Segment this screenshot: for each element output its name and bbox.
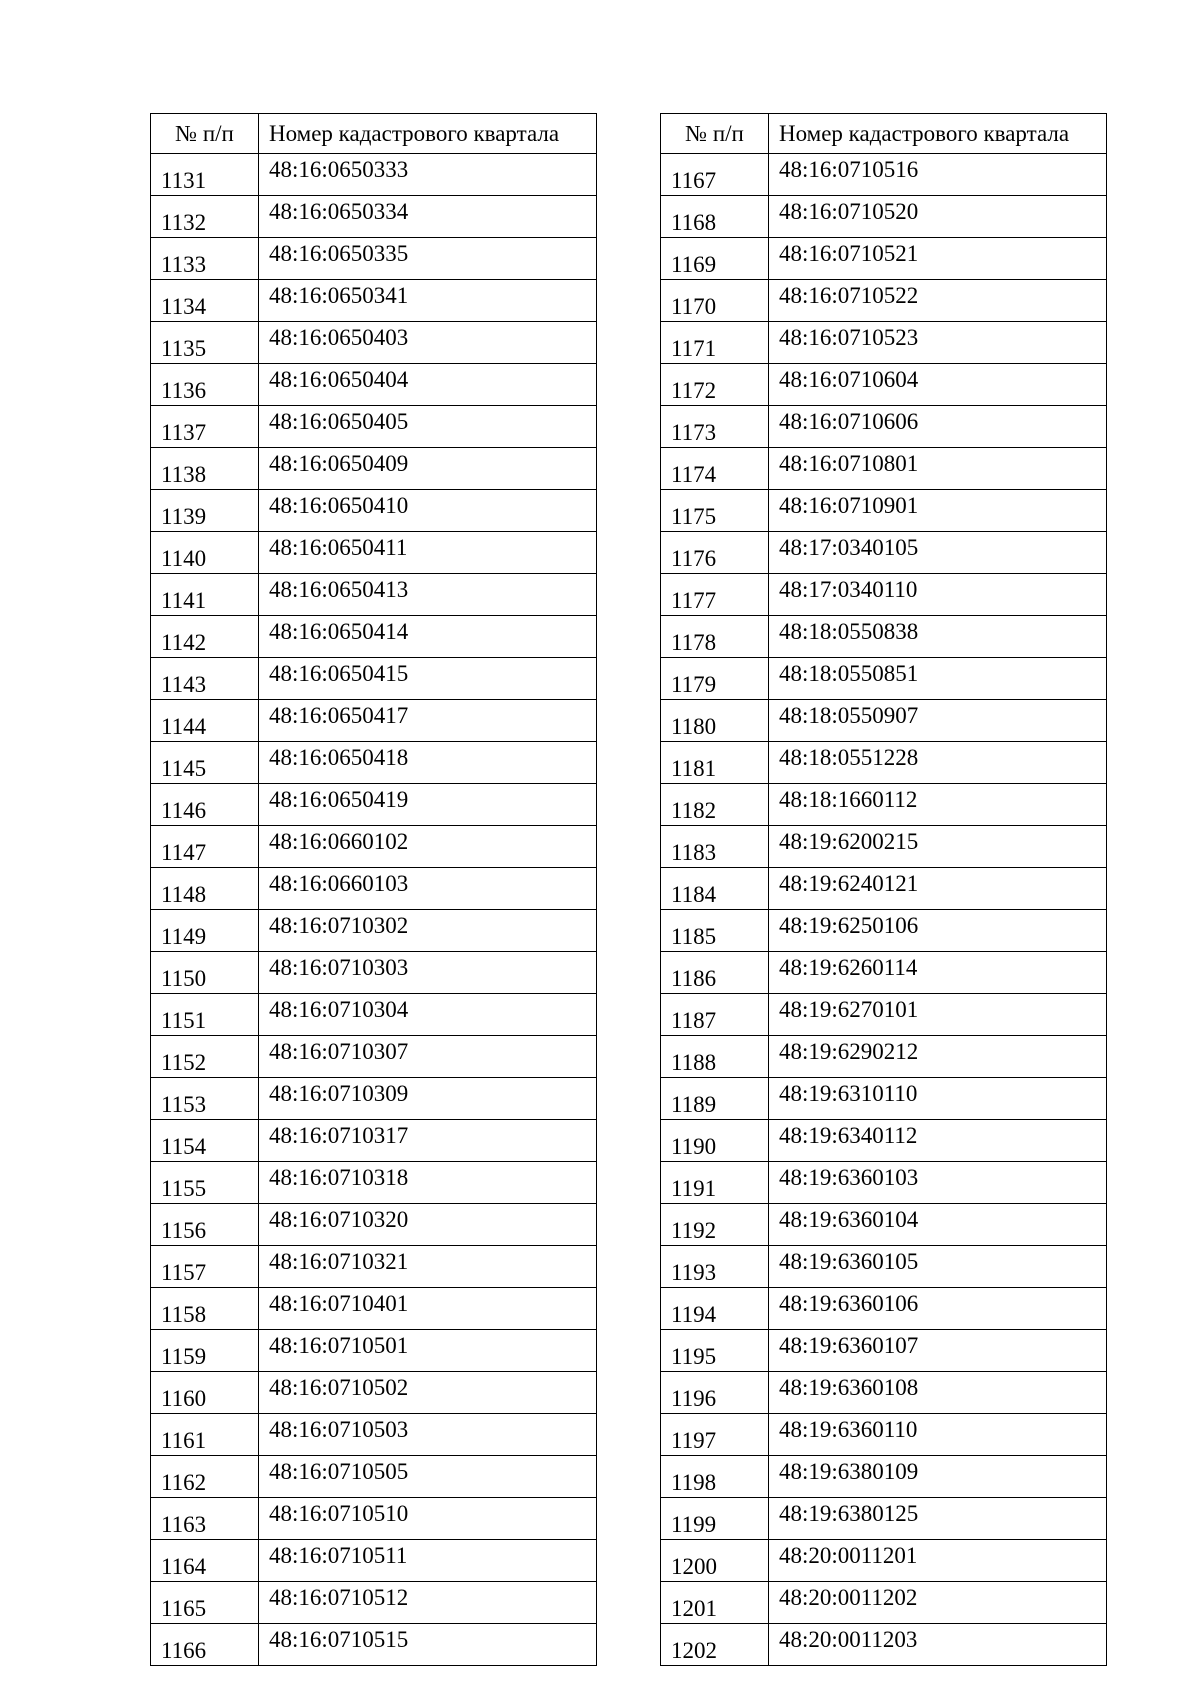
row-number-cell: 1176	[661, 532, 769, 574]
table-row	[661, 1456, 1107, 1498]
cadastral-number-cell: 48:19:6290212	[769, 1036, 1107, 1078]
table-row	[661, 322, 1107, 364]
table-row	[151, 1498, 597, 1540]
table-row	[661, 1162, 1107, 1204]
row-number-cell: 1131	[151, 154, 259, 196]
column-header-cadastral-quarter: Номер кадастрового квартала	[769, 114, 1107, 154]
row-number-cell: 1201	[661, 1582, 769, 1624]
row-number-cell: 1195	[661, 1330, 769, 1372]
row-number-cell: 1198	[661, 1456, 769, 1498]
cadastral-number-cell: 48:16:0710510	[259, 1498, 597, 1540]
row-number-cell: 1178	[661, 616, 769, 658]
table-row	[151, 1246, 597, 1288]
cadastral-number-cell: 48:18:0550907	[769, 700, 1107, 742]
table-row	[151, 616, 597, 658]
table-body-left	[151, 154, 597, 1666]
table-row	[151, 910, 597, 952]
table-row	[151, 1330, 597, 1372]
row-number-cell: 1163	[151, 1498, 259, 1540]
row-number-cell: 1167	[661, 154, 769, 196]
cadastral-number-cell: 48:19:6360104	[769, 1204, 1107, 1246]
table-row	[661, 1540, 1107, 1582]
row-number-cell: 1191	[661, 1162, 769, 1204]
cadastral-number-cell: 48:16:0710321	[259, 1246, 597, 1288]
cadastral-number-cell: 48:16:0650335	[259, 238, 597, 280]
table-row	[661, 868, 1107, 910]
cadastral-number-cell: 48:16:0710503	[259, 1414, 597, 1456]
table-row	[661, 364, 1107, 406]
cadastral-number-cell: 48:18:0551228	[769, 742, 1107, 784]
cadastral-number-cell: 48:16:0710521	[769, 238, 1107, 280]
table-row	[151, 1414, 597, 1456]
row-number-cell: 1181	[661, 742, 769, 784]
row-number-cell: 1154	[151, 1120, 259, 1162]
table-row	[661, 406, 1107, 448]
table-row	[661, 700, 1107, 742]
cadastral-number-cell: 48:16:0650410	[259, 490, 597, 532]
table-row	[661, 1036, 1107, 1078]
row-number-cell: 1147	[151, 826, 259, 868]
row-number-cell: 1149	[151, 910, 259, 952]
row-number-cell: 1194	[661, 1288, 769, 1330]
table-row	[151, 700, 597, 742]
table-row	[151, 1204, 597, 1246]
row-number-cell: 1139	[151, 490, 259, 532]
row-number-cell: 1180	[661, 700, 769, 742]
cadastral-number-cell: 48:16:0710304	[259, 994, 597, 1036]
row-number-cell: 1166	[151, 1624, 259, 1666]
table-row	[151, 1540, 597, 1582]
table-row	[151, 448, 597, 490]
row-number-cell: 1141	[151, 574, 259, 616]
table-row	[661, 196, 1107, 238]
table-row	[661, 1624, 1107, 1666]
row-number-cell: 1186	[661, 952, 769, 994]
table-row	[661, 1498, 1107, 1540]
cadastral-number-cell: 48:17:0340110	[769, 574, 1107, 616]
table-row	[151, 868, 597, 910]
table-row	[151, 1582, 597, 1624]
row-number-cell: 1183	[661, 826, 769, 868]
table-row	[151, 532, 597, 574]
cadastral-number-cell: 48:20:0011202	[769, 1582, 1107, 1624]
cadastral-number-cell: 48:16:0710309	[259, 1078, 597, 1120]
row-number-cell: 1158	[151, 1288, 259, 1330]
table-row	[661, 1330, 1107, 1372]
table-row	[661, 1246, 1107, 1288]
table-row	[151, 364, 597, 406]
cadastral-number-cell: 48:16:0650334	[259, 196, 597, 238]
cadastral-table-right	[660, 113, 1107, 1666]
row-number-cell: 1197	[661, 1414, 769, 1456]
cadastral-number-cell: 48:16:0650403	[259, 322, 597, 364]
cadastral-number-cell: 48:19:6240121	[769, 868, 1107, 910]
table-row	[151, 1456, 597, 1498]
row-number-cell: 1145	[151, 742, 259, 784]
row-number-cell: 1151	[151, 994, 259, 1036]
cadastral-number-cell: 48:16:0710522	[769, 280, 1107, 322]
cadastral-number-cell: 48:19:6250106	[769, 910, 1107, 952]
row-number-cell: 1153	[151, 1078, 259, 1120]
row-number-cell: 1161	[151, 1414, 259, 1456]
table-row	[661, 1372, 1107, 1414]
row-number-cell: 1171	[661, 322, 769, 364]
cadastral-number-cell: 48:16:0650405	[259, 406, 597, 448]
row-number-cell: 1199	[661, 1498, 769, 1540]
table-row	[151, 280, 597, 322]
table-row	[661, 154, 1107, 196]
table-row	[661, 742, 1107, 784]
table-row	[151, 406, 597, 448]
table-row	[151, 1036, 597, 1078]
cadastral-number-cell: 48:18:0550851	[769, 658, 1107, 700]
table-row	[661, 952, 1107, 994]
row-number-cell: 1148	[151, 868, 259, 910]
table-row	[661, 1078, 1107, 1120]
row-number-cell: 1192	[661, 1204, 769, 1246]
row-number-cell: 1170	[661, 280, 769, 322]
cadastral-number-cell: 48:19:6380109	[769, 1456, 1107, 1498]
cadastral-number-cell: 48:20:0011203	[769, 1624, 1107, 1666]
column-header-number: № п/п	[151, 114, 259, 154]
table-row	[661, 1288, 1107, 1330]
cadastral-number-cell: 48:16:0710511	[259, 1540, 597, 1582]
cadastral-number-cell: 48:16:0710516	[769, 154, 1107, 196]
cadastral-number-cell: 48:16:0710604	[769, 364, 1107, 406]
row-number-cell: 1160	[151, 1372, 259, 1414]
row-number-cell: 1140	[151, 532, 259, 574]
row-number-cell: 1179	[661, 658, 769, 700]
table-row	[151, 784, 597, 826]
row-number-cell: 1156	[151, 1204, 259, 1246]
column-header-cadastral-quarter: Номер кадастрового квартала	[259, 114, 597, 154]
row-number-cell: 1150	[151, 952, 259, 994]
table-row	[151, 658, 597, 700]
cadastral-number-cell: 48:19:6380125	[769, 1498, 1107, 1540]
cadastral-number-cell: 48:16:0710318	[259, 1162, 597, 1204]
row-number-cell: 1134	[151, 280, 259, 322]
row-number-cell: 1146	[151, 784, 259, 826]
cadastral-number-cell: 48:19:6270101	[769, 994, 1107, 1036]
cadastral-number-cell: 48:16:0650333	[259, 154, 597, 196]
cadastral-number-cell: 48:16:0710523	[769, 322, 1107, 364]
cadastral-number-cell: 48:19:6310110	[769, 1078, 1107, 1120]
table-row	[661, 1120, 1107, 1162]
cadastral-number-cell: 48:20:0011201	[769, 1540, 1107, 1582]
table-row	[661, 616, 1107, 658]
table-row	[661, 1414, 1107, 1456]
cadastral-number-cell: 48:16:0650419	[259, 784, 597, 826]
row-number-cell: 1155	[151, 1162, 259, 1204]
row-number-cell: 1132	[151, 196, 259, 238]
row-number-cell: 1164	[151, 1540, 259, 1582]
cadastral-number-cell: 48:16:0710501	[259, 1330, 597, 1372]
cadastral-number-cell: 48:16:0660102	[259, 826, 597, 868]
cadastral-number-cell: 48:16:0650414	[259, 616, 597, 658]
cadastral-number-cell: 48:16:0710520	[769, 196, 1107, 238]
cadastral-number-cell: 48:19:6360108	[769, 1372, 1107, 1414]
cadastral-number-cell: 48:16:0650415	[259, 658, 597, 700]
table-row	[151, 1120, 597, 1162]
table-row	[661, 490, 1107, 532]
table-row	[151, 994, 597, 1036]
cadastral-number-cell: 48:19:6260114	[769, 952, 1107, 994]
cadastral-number-cell: 48:16:0710302	[259, 910, 597, 952]
row-number-cell: 1159	[151, 1330, 259, 1372]
cadastral-number-cell: 48:16:0710606	[769, 406, 1107, 448]
cadastral-number-cell: 48:16:0710320	[259, 1204, 597, 1246]
row-number-cell: 1144	[151, 700, 259, 742]
cadastral-number-cell: 48:16:0710515	[259, 1624, 597, 1666]
row-number-cell: 1135	[151, 322, 259, 364]
table-row	[151, 952, 597, 994]
table-row	[151, 238, 597, 280]
cadastral-number-cell: 48:16:0650341	[259, 280, 597, 322]
row-number-cell: 1187	[661, 994, 769, 1036]
row-number-cell: 1202	[661, 1624, 769, 1666]
column-header-number: № п/п	[661, 114, 769, 154]
table-header-row	[151, 114, 597, 154]
table-row	[151, 196, 597, 238]
row-number-cell: 1196	[661, 1372, 769, 1414]
table-row	[151, 574, 597, 616]
row-number-cell: 1190	[661, 1120, 769, 1162]
cadastral-number-cell: 48:19:6340112	[769, 1120, 1107, 1162]
table-row	[661, 658, 1107, 700]
cadastral-number-cell: 48:16:0660103	[259, 868, 597, 910]
cadastral-number-cell: 48:16:0710901	[769, 490, 1107, 532]
table-row	[661, 1582, 1107, 1624]
table-row	[661, 532, 1107, 574]
row-number-cell: 1137	[151, 406, 259, 448]
cadastral-number-cell: 48:19:6360107	[769, 1330, 1107, 1372]
cadastral-number-cell: 48:16:0710317	[259, 1120, 597, 1162]
cadastral-number-cell: 48:16:0650404	[259, 364, 597, 406]
cadastral-number-cell: 48:19:6360103	[769, 1162, 1107, 1204]
cadastral-number-cell: 48:16:0710303	[259, 952, 597, 994]
table-row	[151, 322, 597, 364]
row-number-cell: 1136	[151, 364, 259, 406]
row-number-cell: 1184	[661, 868, 769, 910]
table-header-row	[661, 114, 1107, 154]
row-number-cell: 1169	[661, 238, 769, 280]
cadastral-number-cell: 48:18:0550838	[769, 616, 1107, 658]
row-number-cell: 1185	[661, 910, 769, 952]
table-body-right	[661, 154, 1107, 1666]
cadastral-number-cell: 48:19:6200215	[769, 826, 1107, 868]
row-number-cell: 1142	[151, 616, 259, 658]
table-row	[661, 910, 1107, 952]
table-row	[661, 826, 1107, 868]
table-row	[151, 1372, 597, 1414]
cadastral-number-cell: 48:19:6360106	[769, 1288, 1107, 1330]
table-row	[151, 1078, 597, 1120]
table-row	[151, 826, 597, 868]
cadastral-number-cell: 48:17:0340105	[769, 532, 1107, 574]
row-number-cell: 1165	[151, 1582, 259, 1624]
cadastral-number-cell: 48:16:0710307	[259, 1036, 597, 1078]
row-number-cell: 1189	[661, 1078, 769, 1120]
cadastral-number-cell: 48:16:0650409	[259, 448, 597, 490]
cadastral-number-cell: 48:19:6360105	[769, 1246, 1107, 1288]
row-number-cell: 1177	[661, 574, 769, 616]
cadastral-number-cell: 48:16:0710401	[259, 1288, 597, 1330]
row-number-cell: 1133	[151, 238, 259, 280]
row-number-cell: 1162	[151, 1456, 259, 1498]
cadastral-number-cell: 48:16:0710505	[259, 1456, 597, 1498]
cadastral-number-cell: 48:19:6360110	[769, 1414, 1107, 1456]
table-row	[151, 1624, 597, 1666]
cadastral-table-left	[150, 113, 597, 1666]
cadastral-number-cell: 48:16:0650418	[259, 742, 597, 784]
row-number-cell: 1138	[151, 448, 259, 490]
cadastral-number-cell: 48:16:0710801	[769, 448, 1107, 490]
table-row	[151, 490, 597, 532]
cadastral-number-cell: 48:16:0650411	[259, 532, 597, 574]
row-number-cell: 1168	[661, 196, 769, 238]
row-number-cell: 1173	[661, 406, 769, 448]
row-number-cell: 1175	[661, 490, 769, 532]
row-number-cell: 1174	[661, 448, 769, 490]
table-row	[151, 1162, 597, 1204]
cadastral-number-cell: 48:16:0710502	[259, 1372, 597, 1414]
table-row	[661, 448, 1107, 490]
table-row	[661, 1204, 1107, 1246]
cadastral-number-cell: 48:18:1660112	[769, 784, 1107, 826]
row-number-cell: 1182	[661, 784, 769, 826]
table-row	[661, 784, 1107, 826]
table-row	[661, 280, 1107, 322]
cadastral-number-cell: 48:16:0650417	[259, 700, 597, 742]
row-number-cell: 1172	[661, 364, 769, 406]
row-number-cell: 1157	[151, 1246, 259, 1288]
row-number-cell: 1143	[151, 658, 259, 700]
table-row	[151, 742, 597, 784]
table-row	[151, 154, 597, 196]
table-row	[151, 1288, 597, 1330]
row-number-cell: 1152	[151, 1036, 259, 1078]
table-row	[661, 994, 1107, 1036]
table-row	[661, 574, 1107, 616]
cadastral-number-cell: 48:16:0710512	[259, 1582, 597, 1624]
cadastral-number-cell: 48:16:0650413	[259, 574, 597, 616]
row-number-cell: 1200	[661, 1540, 769, 1582]
row-number-cell: 1193	[661, 1246, 769, 1288]
row-number-cell: 1188	[661, 1036, 769, 1078]
table-row	[661, 238, 1107, 280]
